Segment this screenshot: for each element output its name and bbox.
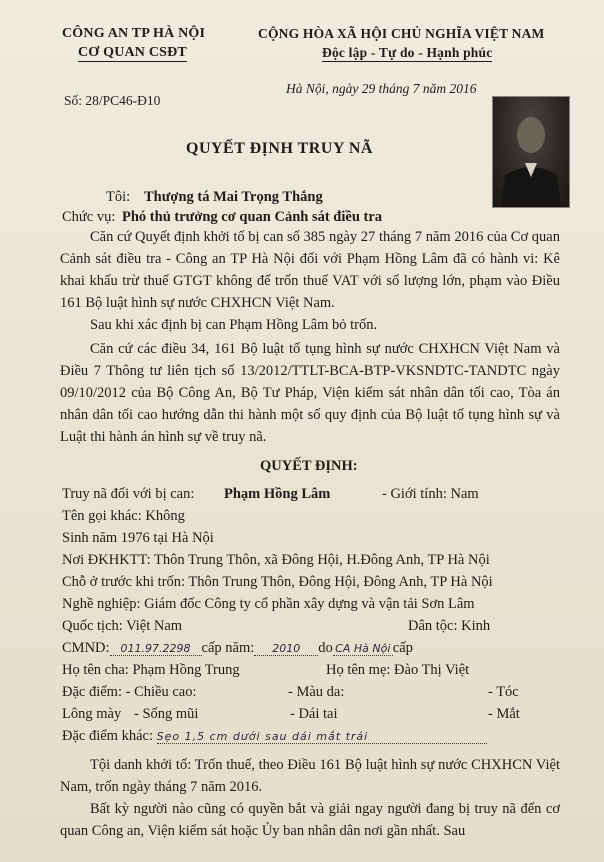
birth: Sinh năm 1976 tại Hà Nội (62, 530, 214, 546)
id-row (62, 640, 413, 657)
republic-line2: Độc lập - Tự do - Hạnh phúc (322, 45, 493, 60)
prior-address: Chỗ ở trước khi trốn: Thôn Trung Thôn, Đông Hội, Đông Anh, TP Hà Nội (62, 574, 493, 590)
nationality: Quốc tịch: Việt Nam (62, 618, 183, 634)
wanted-name: Phạm Hồng Lâm (224, 486, 331, 502)
paragraph-basis-1: Căn cứ Quyết định khởi tố bị can số 385 ngày 27 tháng 7 năm 2016 của Cơ quan Cảnh sát điều tra - Công an TP Hà Nội đối với Phạm Hồng Lâm đã có hành vi: Kê khai khấu trừ thuế GTGT không để trốn thuế VAT với số lượng lớn, phạm vào Điều 161 Bộ luật hình sự nước CHXHCN Việt Nam. (60, 229, 560, 311)
place-date: Hà Nội, ngày 29 tháng 7 năm 2016 (286, 81, 477, 96)
signer-position: Phó thủ trưởng cơ quan Cảnh sát điều tra (122, 209, 383, 225)
id-label: CMND: (62, 640, 110, 656)
issue-place-label: do (318, 640, 333, 656)
signer-name: Thượng tá Mai Trọng Thắng (144, 189, 323, 205)
paragraph-basis-3: Căn cứ các điều 34, 161 Bộ luật tố tụng hình sự nước CHXHCN Việt Nam và Điều 7 Thông tư liên tịch số 13/2012/TTLT-BCA-BTP-VKSNDTC-TANDTC ngày 09/10/2012 của Bộ Công An, Bộ Tư Pháp, Viện kiểm sát nhân dân tối cao, Tòa án nhân dân tối cao hướng dẫn thi hành một số quy định của Bộ luật tố tụng hình sự và Luật thi hành án hình sự về truy nã. (60, 341, 560, 445)
charge-paragraph: Tội danh khởi tố: Trốn thuế, theo Điều 161 Bộ luật hình sự nước CHXHCN Việt Nam, trốn ngày tháng 7 năm 2016. (60, 757, 560, 795)
signer-name-label: Tôi: (106, 189, 131, 205)
wanted-person-photo (492, 96, 570, 208)
issue-year: 2010 (254, 642, 318, 656)
gender: - Giới tính: Nam (382, 486, 479, 502)
signer-position-label: Chức vụ: (62, 209, 116, 225)
document-number: Số: 28/PC46-Đ10 (64, 93, 161, 108)
issue-place: CA Hà Nội (333, 642, 393, 656)
eyes: - Mắt (488, 706, 520, 722)
person-silhouette-icon (493, 97, 569, 207)
ethnicity: Dân tộc: Kinh (408, 618, 491, 634)
issue-year-label: cấp năm: (201, 640, 255, 656)
skin-color: - Màu da: (288, 684, 345, 700)
wanted-label: Truy nã đối với bị can: (62, 486, 195, 502)
alias: Tên gọi khác: Không (62, 508, 185, 524)
hair: - Tóc (488, 684, 519, 700)
other-features-label: Đặc điểm khác: (62, 728, 153, 744)
agency-line2: CƠ QUAN CSĐT (78, 45, 187, 60)
ears: - Dái tai (290, 706, 338, 722)
paragraph-basis-2: Sau khi xác định bị can Phạm Hồng Lâm bỏ trốn. (90, 317, 378, 333)
issue-suffix: cấp (392, 640, 413, 656)
registered-address: Nơi ĐKHKTT: Thôn Trung Thôn, xã Đông Hội, H.Đông Anh, TP Hà Nội (62, 552, 490, 568)
page-title: QUYẾT ĐỊNH TRUY NÃ (186, 140, 373, 157)
mother-name: Họ tên mẹ: Đào Thị Việt (326, 662, 470, 678)
features-label: Đặc điểm: - Chiều cao: (62, 684, 197, 700)
occupation: Nghề nghiệp: Giám đốc Công ty cổ phần xây dựng và vận tải Sơn Lâm (62, 596, 475, 612)
decision-heading: QUYẾT ĐỊNH: (260, 458, 358, 474)
agency-line1: CÔNG AN TP HÀ NỘI (62, 26, 206, 41)
nose: - Sống mũi (134, 706, 199, 722)
father-name: Họ tên cha: Phạm Hồng Trung (62, 662, 240, 678)
other-features-row (62, 728, 487, 745)
id-value: 011.97.2298 (110, 642, 202, 656)
arrest-paragraph: Bất kỳ người nào cũng có quyền bắt và giải ngay người đang bị truy nã đến cơ quan Công an, Viện kiểm sát hoặc Ủy ban nhân dân nơi gần nhất. Sau (60, 801, 560, 839)
republic-line1: CỘNG HÒA XÃ HỘI CHỦ NGHĨA VIỆT NAM (258, 26, 545, 41)
other-features-value: Sẹo 1,5 cm dưới sau dái mắt trái (157, 730, 487, 744)
eyebrows: Lông mày (62, 706, 122, 722)
